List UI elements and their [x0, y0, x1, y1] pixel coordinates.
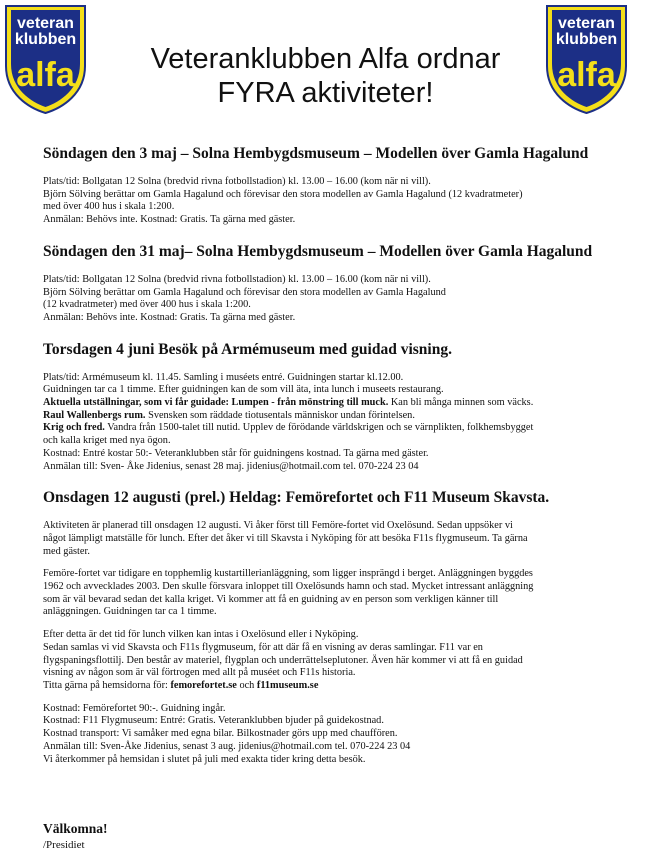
- text-line: Kostnad: F11 Flygmuseum: Entré: Gratis. Veteranklubben bjuder på guidekostnad.: [43, 715, 384, 727]
- logo-line1: veteran: [17, 15, 74, 32]
- text-span: Kan bli många minnen som väcks.: [388, 397, 534, 409]
- website-femorefortet: femorefortet.se: [170, 679, 237, 691]
- text-line: med över 400 hus i skala 1:200.: [43, 201, 175, 213]
- title-line1: Veteranklubben Alfa ordnar: [150, 43, 501, 75]
- text-line: [43, 680, 643, 693]
- logo-line2: klubben: [14, 31, 77, 48]
- text-line: med gäster.: [43, 545, 90, 557]
- text-span: och: [236, 679, 257, 691]
- activity-heading: Onsdagen 12 augusti (prel.) Heldag: Femörefortet och F11 Museum Skavsta.: [43, 489, 550, 507]
- veteranklubben-alfa-logo-left: [4, 4, 87, 114]
- page-title: [100, 42, 551, 110]
- text-line: Aktiviteten är planerad till onsdagen 12 augusti. Vi åker först till Femöre-fortet vid Oxelösund. Sedan uppsöker vi: [43, 520, 513, 532]
- activity-heading: Söndagen den 31 maj– Solna Hembygdsmuseum – Modellen över Gamla Hagalund: [43, 242, 593, 260]
- text-line: anläggningen. Guidningen tar ca 1 timme.: [43, 606, 217, 618]
- veteranklubben-alfa-logo-right: [545, 4, 628, 114]
- text-line: Plats/tid: Bollgatan 12 Solna (bredvid rivna fotbollstadion) kl. 13.00 – 16.00 (kom när ni vill).: [43, 176, 431, 187]
- text-line: 1962 och avvecklades 2003. Den skulle försvara inloppet till Oxelösunds hamn och stad. Mycket intressant anläggning: [43, 581, 534, 593]
- signature: /Presidiet: [43, 839, 85, 851]
- text-span: Vandra från 1500-talet till nutid. Upplev de förödande världskrigen och se värnplikten, folkhemsbygget: [104, 422, 534, 434]
- exhibition-name: Aktuella utställningar, som vi får guidade: Lumpen - från mönstring till muck.: [43, 397, 389, 409]
- text-line: Kostnad: Entré kostar 50:- Veteranklubben står för guidningens kostnad. Ta gärna med gäster.: [43, 447, 429, 459]
- text-line: Anmälan till: Sven- Åke Jidenius, senast 28 maj. jidenius@hotmail.com tel. 070-224 23 04: [43, 460, 419, 472]
- text-line: [43, 410, 643, 423]
- text-line: Femöre-fortet var tidigare en topphemlig kustartillerianläggning, som ligger insprängd i berget. Anläggningen byggdes: [43, 568, 533, 580]
- logo-line3: alfa: [557, 56, 616, 94]
- text-line: Plats/tid: Armémuseum kl. 11.45. Samling i muséets entré. Guidningen startar kl.12.00.: [43, 371, 404, 383]
- text-line: Anmälan till: Sven-Åke Jidenius, senast 3 aug. jidenius@hotmail.com tel. 070-224 23 04: [43, 740, 411, 752]
- text-line: flygspaningsflottilj. Den består av materiel, flygplan och underrättelseplutoner. Även här kommer vi att få en guidad: [43, 654, 523, 666]
- text-line: Björn Sölving berättar om Gamla Hagalund och förevisar den stora modellen av Gamla Hagalund (12 kvadratmeter): [43, 188, 523, 200]
- title-line2: FYRA aktiviteter!: [217, 77, 434, 109]
- text-line: Björn Sölving berättar om Gamla Hagalund och förevisar den stora modellen av Gamla Hagalund: [43, 286, 446, 298]
- text-span: Svensken som räddade tiotusentals människor undan förintelsen.: [145, 409, 415, 421]
- activity-heading: Söndagen den 3 maj – Solna Hembygdsmuseum – Modellen över Gamla Hagalund: [43, 145, 589, 162]
- text-line: Anmälan: Behövs inte. Kostnad: Gratis. Ta gärna med gäster.: [43, 311, 296, 323]
- activities: [43, 145, 643, 766]
- text-line: något lämpligt matställe för lunch. Efter det åker vi till Skavsta i Nyköping för att besöka F11s flygmuseum. Ta gärna: [43, 532, 528, 544]
- text-line: Kostnad transport: Vi samåker med egna bilar. Bilkostnader görs upp med chauffören.: [43, 728, 398, 740]
- text-line: Anmälan: Behövs inte. Kostnad: Gratis. Ta gärna med gäster.: [43, 214, 296, 226]
- text-line: Guidningen tar ca 1 timme. Efter guidningen kan de som vill äta, inta lunch i museets restaurang.: [43, 384, 444, 396]
- exhibition-name: Krig och fred.: [43, 422, 105, 434]
- website-f11museum: f11museum.se: [256, 679, 319, 691]
- text-line: Plats/tid: Bollgatan 12 Solna (bredvid rivna fotbollstadion) kl. 13.00 – 16.00 (kom när ni vill).: [43, 273, 431, 285]
- text-line: [43, 397, 643, 410]
- text-line: som är väl bevarad sedan det kalla kriget. Vi kommer att få en guidning av en person som verkligen känner till: [43, 593, 499, 605]
- text-line: Sedan samlas vi vid Skavsta och F11s flygmuseum, för att där få en visning av deras samlingar. F11 var en: [43, 641, 483, 653]
- logo-line3: alfa: [16, 56, 75, 94]
- activity-heading: Torsdagen 4 juni Besök på Armémuseum med guidad visning.: [43, 340, 452, 358]
- text-line: visning av någon som är väl förtrogen med allt på muséet och F11s historia.: [43, 667, 356, 679]
- text-line: [43, 422, 643, 435]
- text-line: Vi återkommer på hemsidan i slutet på juli med exakta tider kring detta besök.: [43, 753, 366, 765]
- exhibition-name: Raul Wallenbergs rum.: [43, 409, 146, 421]
- logo-line1: veteran: [558, 15, 615, 32]
- text-line: (12 kvadratmeter) med över 400 hus i skala 1:200.: [43, 299, 251, 311]
- closing-greeting: Välkomna!: [43, 821, 108, 836]
- text-span: Titta gärna på hemsidorna för:: [43, 679, 171, 691]
- text-line: och kalla kriget med nya ögon.: [43, 435, 171, 447]
- logo-line2: klubben: [555, 31, 618, 48]
- text-line: Kostnad: Femörefortet 90:-. Guidning ingår.: [43, 702, 226, 714]
- text-line: Efter detta är det tid för lunch vilken kan intas i Oxelösund eller i Nyköping.: [43, 629, 359, 641]
